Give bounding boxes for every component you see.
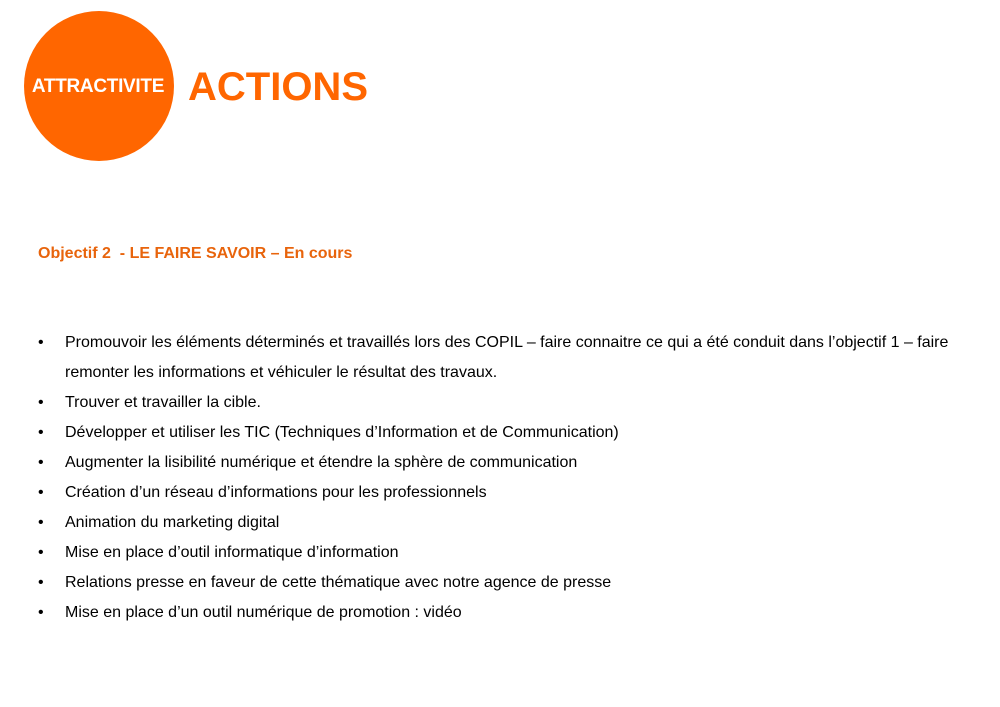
list-item-text: Création d’un réseau d’informations pour les professionnels xyxy=(65,484,487,501)
bullet-icon: • xyxy=(38,394,44,411)
list-item xyxy=(0,568,1000,598)
list-item-text: Animation du marketing digital xyxy=(65,514,280,531)
list-item-text: Promouvoir les éléments déterminés et travaillés lors des COPIL – faire connaitre ce qui a été conduit dans l’objectif 1 – faire remonter les informations et véhiculer le résultat des travaux. xyxy=(65,334,949,381)
list-item xyxy=(0,508,1000,538)
list-item xyxy=(0,598,1000,628)
list-item-text: Mise en place d’un outil numérique de promotion : vidéo xyxy=(65,604,462,621)
list-item xyxy=(0,478,1000,508)
list-item xyxy=(0,328,1000,388)
list-item-text: Relations presse en faveur de cette thématique avec notre agence de presse xyxy=(65,574,612,591)
objective-heading: Objectif 2 - LE FAIRE SAVOIR – En cours xyxy=(38,245,353,262)
list-item-text: Mise en place d’outil informatique d’information xyxy=(65,544,399,561)
list-item-text: Trouver et travailler la cible. xyxy=(65,394,261,411)
list-item-text: Développer et utiliser les TIC (Techniques d’Information et de Communication) xyxy=(65,424,619,441)
bullet-icon: • xyxy=(38,574,44,591)
bullet-icon: • xyxy=(38,334,44,351)
bullet-icon: • xyxy=(38,484,44,501)
actions-bullet-list xyxy=(0,328,1000,628)
bullet-icon: • xyxy=(38,514,44,531)
bullet-icon: • xyxy=(38,604,44,621)
bullet-icon: • xyxy=(38,424,44,441)
bullet-icon: • xyxy=(38,454,44,471)
page-title: ACTIONS xyxy=(188,65,368,109)
list-item xyxy=(0,418,1000,448)
list-item xyxy=(0,388,1000,418)
list-item-text: Augmenter la lisibilité numérique et étendre la sphère de communication xyxy=(65,454,578,471)
badge-label: ATTRACTIVITE xyxy=(31,76,165,97)
bullet-icon: • xyxy=(38,544,44,561)
list-item xyxy=(0,538,1000,568)
list-item xyxy=(0,448,1000,478)
